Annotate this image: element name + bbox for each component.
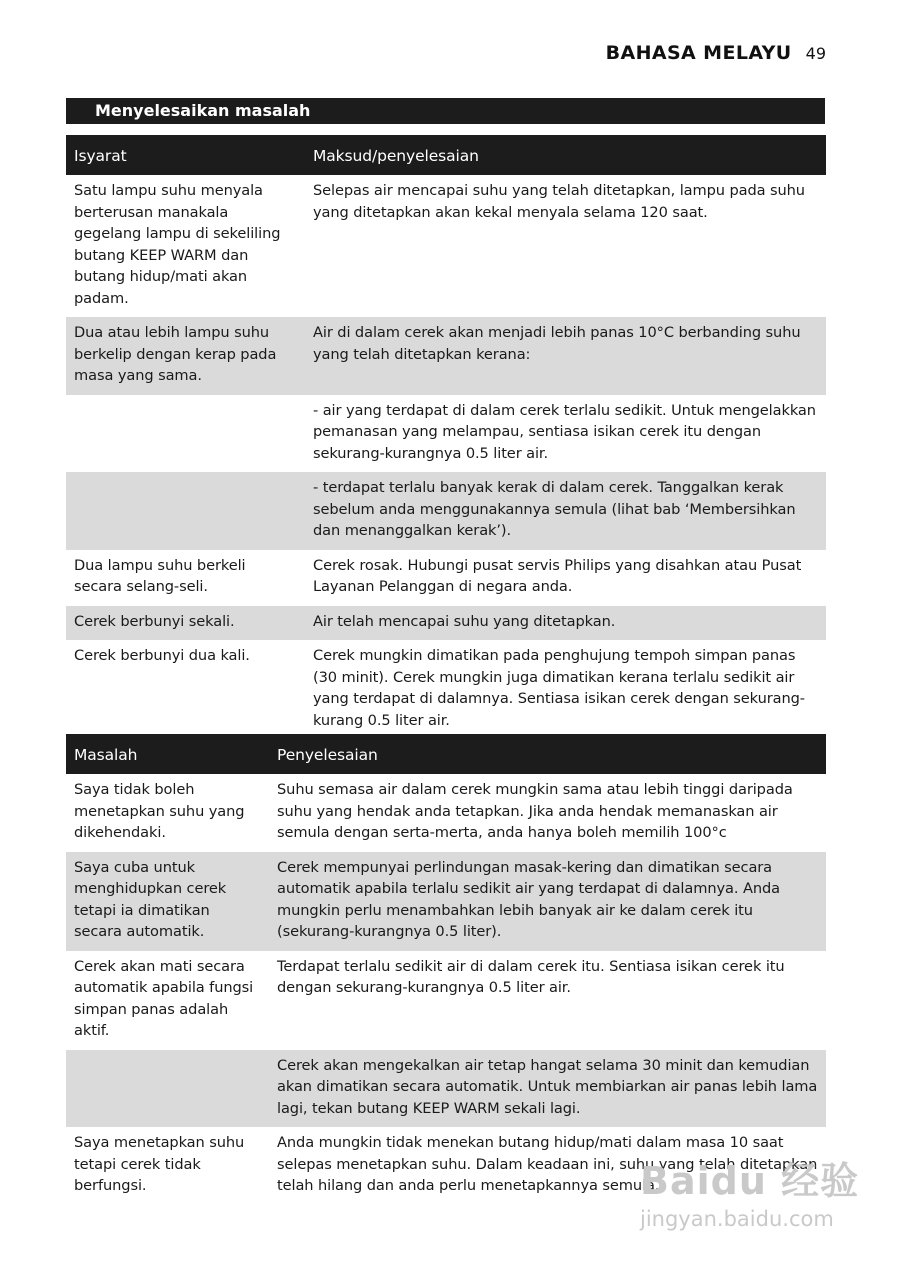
signal-cell [66, 395, 305, 473]
language-heading: BAHASA MELAYU [605, 42, 792, 64]
problem-cell: Saya cuba untuk menghidupkan cerek tetapi ia dimatikan secara automatik. [66, 852, 269, 951]
section-title: Menyelesaikan masalah [66, 98, 825, 124]
table-row [66, 951, 826, 1050]
table-row [66, 175, 826, 317]
meaning-cell: Cerek mungkin dimatikan pada penghujung tempoh simpan panas (30 minit). Cerek mungkin juga dimatikan kerana terlalu sedikit air yang terdapat di dalamnya. Sentiasa isikan cerek dengan sekurang-kurang 0.5 liter air. [313, 647, 805, 729]
problem-cell: Saya tidak boleh menetapkan suhu yang dikehendaki. [74, 781, 245, 841]
problem-cell [66, 1050, 269, 1128]
table-row [66, 852, 826, 951]
signal-cell: Cerek berbunyi sekali. [66, 606, 305, 641]
meaning-cell: Air di dalam cerek akan menjadi lebih panas 10°C berbanding suhu yang telah ditetapkan kerana: [305, 317, 826, 395]
table-row [66, 606, 826, 641]
signal-cell [66, 472, 305, 550]
problem-cell: Saya menetapkan suhu tetapi cerek tidak berfungsi. [74, 1134, 245, 1194]
table-row [66, 317, 826, 395]
column-header-signal: Isyarat [66, 135, 305, 175]
solution-cell: Cerek mempunyai perlindungan masak-kering dan dimatikan secara automatik apabila terlalu sedikit air yang terdapat di dalamnya. Anda mungkin perlu menambahkan lebih banyak air ke dalam cerek itu (sekurang-kurangnya 0.5 liter). [269, 852, 826, 951]
column-header-solution: Penyelesaian [269, 734, 826, 774]
signals-table [66, 135, 826, 739]
table-row [66, 472, 826, 550]
table-row [66, 395, 826, 473]
meaning-cell: Air telah mencapai suhu yang ditetapkan. [305, 606, 826, 641]
meaning-cell: Selepas air mencapai suhu yang telah ditetapkan, lampu pada suhu yang ditetapkan akan kekal menyala selama 120 saat. [313, 182, 805, 221]
problem-cell: Cerek akan mati secara automatik apabila fungsi simpan panas adalah aktif. [74, 957, 254, 1039]
meaning-cell: Cerek rosak. Hubungi pusat servis Philips yang disahkan atau Pusat Layanan Pelanggan di negara anda. [313, 556, 802, 595]
solution-cell: Anda mungkin tidak menekan butang hidup/mati dalam masa 10 saat selepas menetapkan suhu. Dalam keadaan ini, suhu yang telah ditetapkan telah hilang dan anda perlu menetapkannya semula. [277, 1134, 818, 1194]
table-row [66, 774, 826, 852]
table-header-row [66, 734, 826, 774]
table-row [66, 550, 826, 606]
signal-cell: Cerek berbunyi dua kali. [74, 647, 250, 664]
signal-cell: Satu lampu suhu menyala berterusan manakala gegelang lampu di sekeliling butang KEEP WARM dan butang hidup/mati akan padam. [74, 182, 281, 307]
table-header-row [66, 135, 826, 175]
column-header-problem: Masalah [66, 734, 269, 774]
meaning-cell: - air yang terdapat di dalam cerek terlalu sedikit. Untuk mengelakkan pemanasan yang melampau, sentiasa isikan cerek itu dengan sekurang-kurangnya 0.5 liter air. [313, 401, 816, 462]
solution-cell: Cerek akan mengekalkan air tetap hangat selama 30 minit dan kemudian akan dimatikan secara automatik. Untuk membiarkan air panas lebih lama lagi, tekan butang KEEP WARM sekali lagi. [269, 1050, 826, 1128]
page-number: 49 [805, 44, 826, 63]
signal-cell: Dua atau lebih lampu suhu berkelip dengan kerap pada masa yang sama. [66, 317, 305, 395]
watermark-logo: Baidu 经验 [640, 1159, 860, 1203]
baidu-watermark [640, 1150, 860, 1245]
table-row [66, 1050, 826, 1128]
watermark-url: jingyan.baidu.com [640, 1207, 834, 1231]
meaning-cell: - terdapat terlalu banyak kerak di dalam cerek. Tanggalkan kerak sebelum anda menggunakannya semula (lihat bab ‘Membersihkan dan menanggalkan kerak’). [305, 472, 826, 550]
column-header-meaning: Maksud/penyelesaian [305, 135, 826, 175]
problems-table [66, 734, 826, 1205]
solution-cell: Suhu semasa air dalam cerek mungkin sama atau lebih tinggi daripada suhu yang hendak anda tetapkan. Jika anda hendak memanaskan air semula dengan serta-merta, anda hanya boleh memilih 100°c [277, 781, 793, 841]
page-header [606, 42, 826, 64]
solution-cell: Terdapat terlalu sedikit air di dalam cerek itu. Sentiasa isikan cerek itu dengan sekurang-kurangnya 0.5 liter air. [277, 957, 785, 996]
signal-cell: Dua lampu suhu berkeli secara selang-seli. [74, 556, 246, 595]
table-row [66, 640, 826, 739]
